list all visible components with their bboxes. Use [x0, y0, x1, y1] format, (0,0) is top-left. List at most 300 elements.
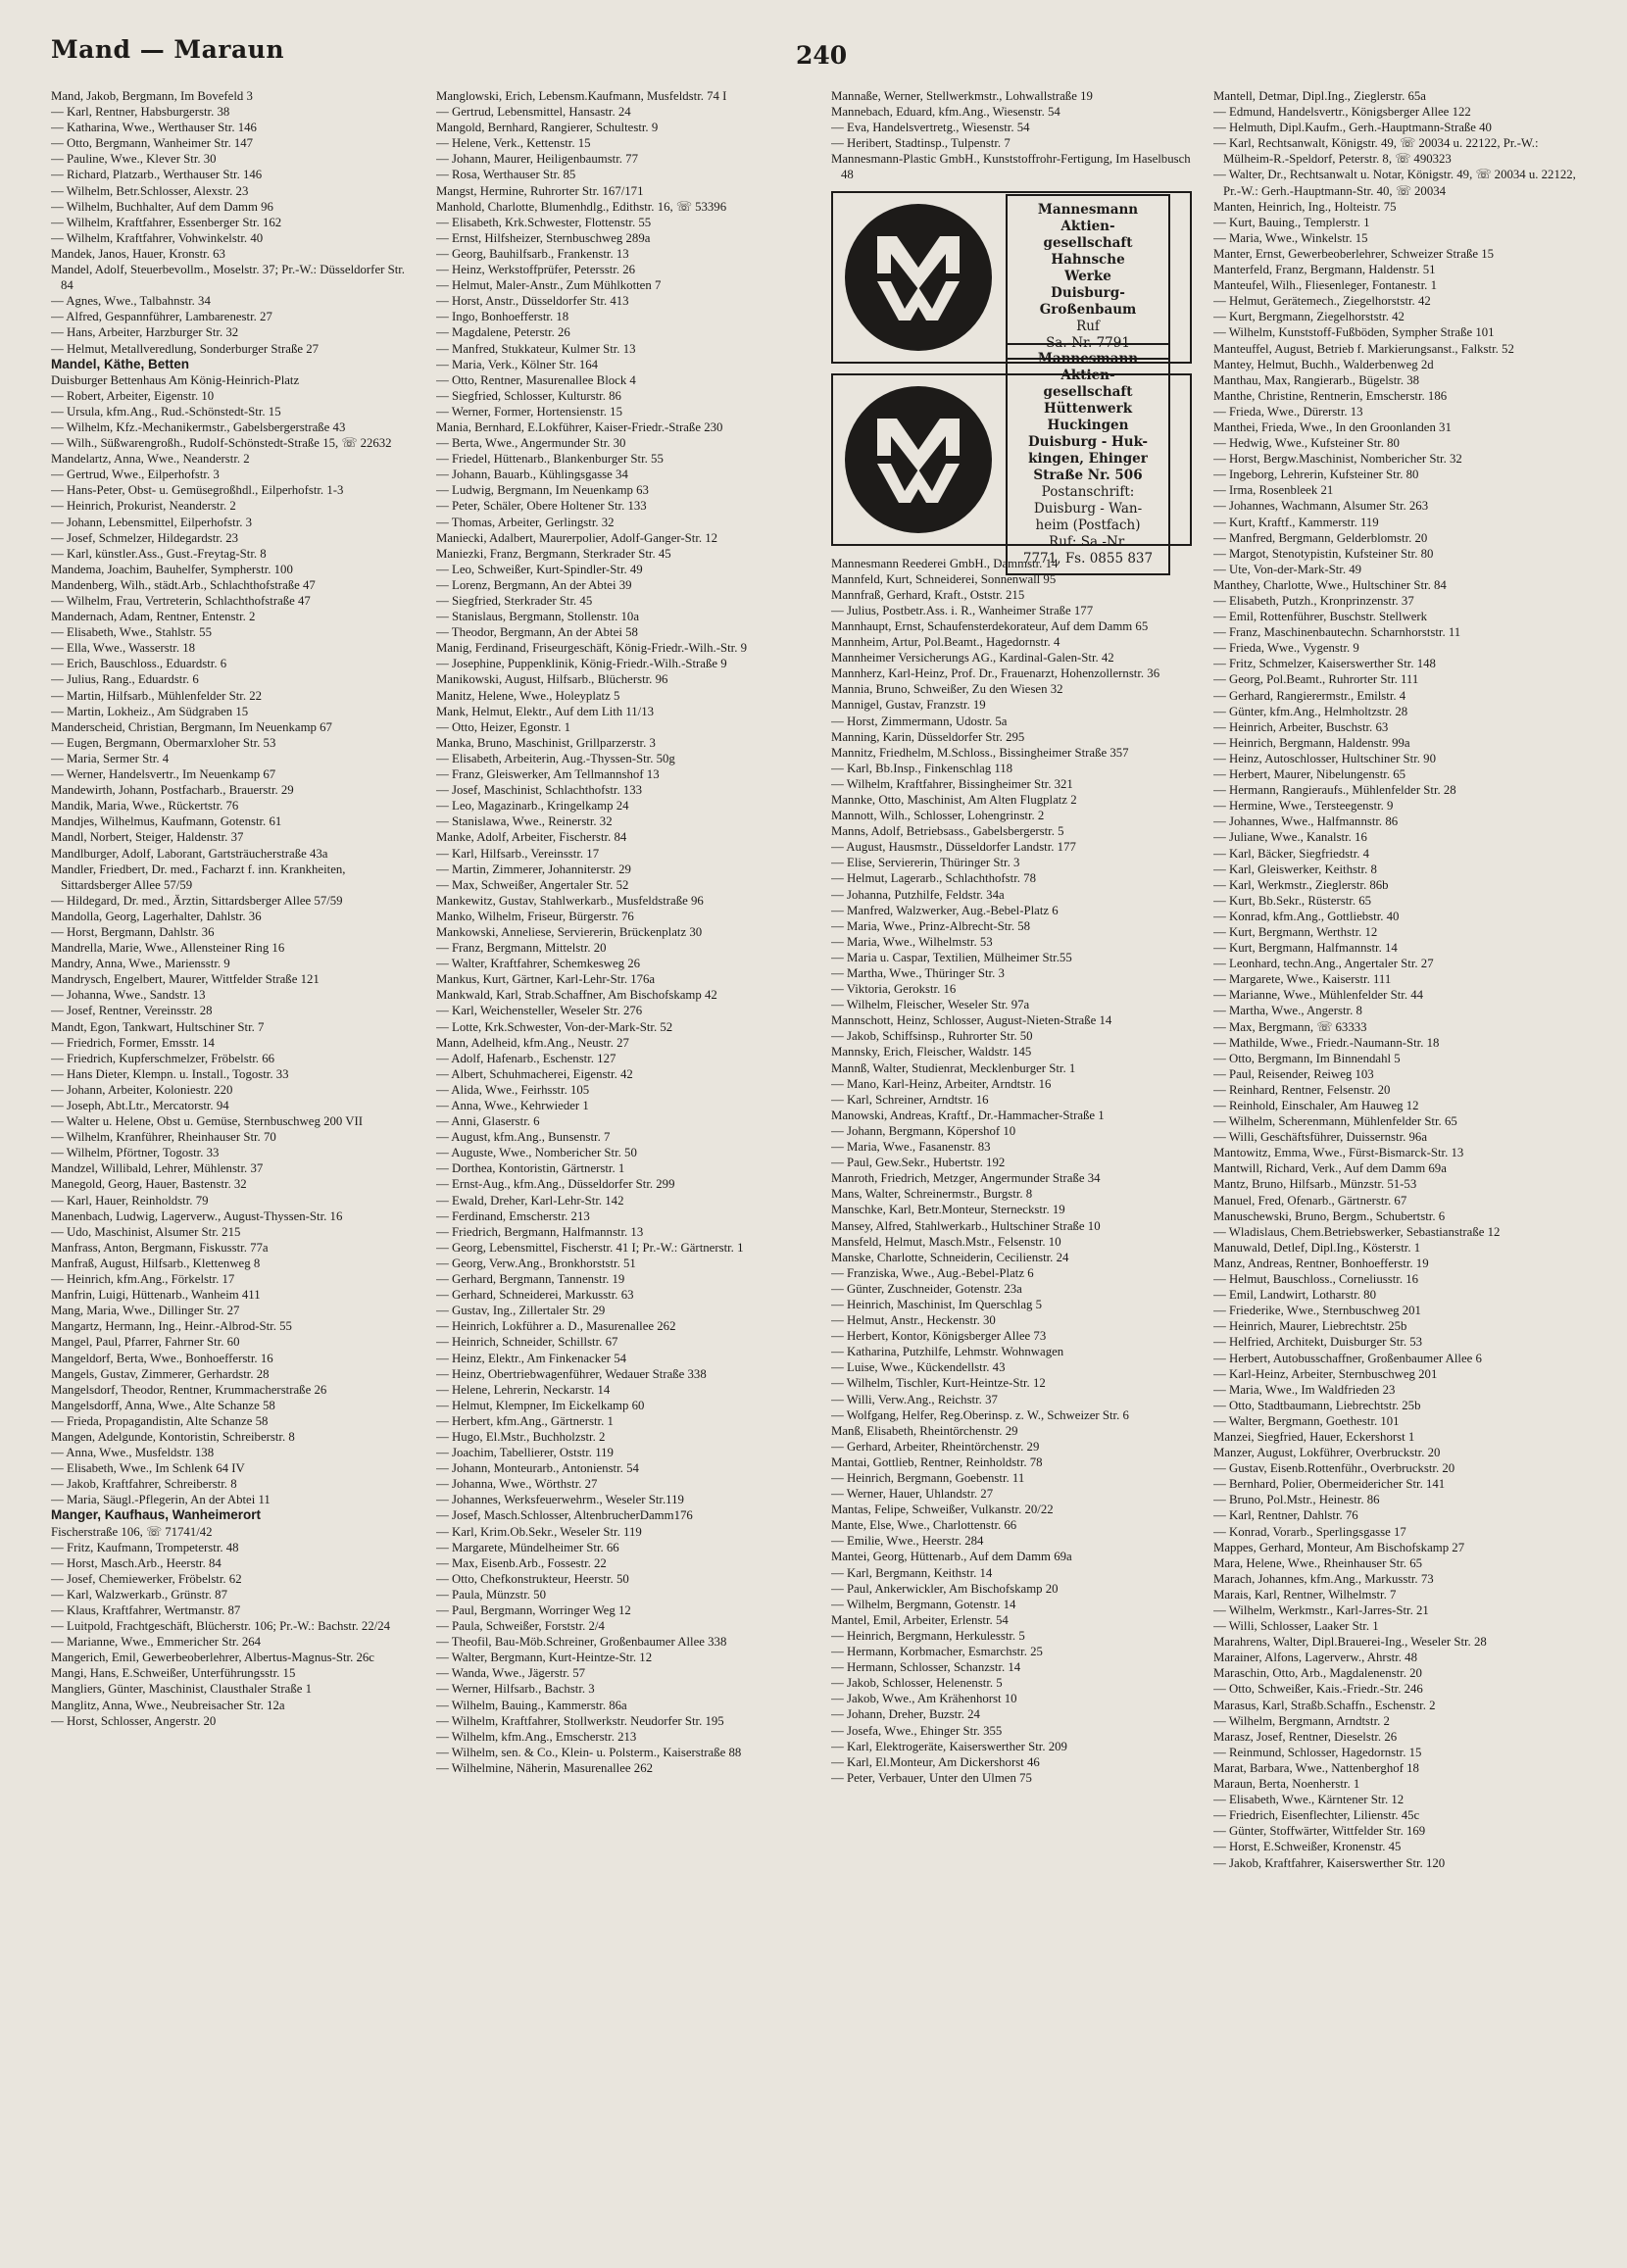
- directory-entry: — Bernhard, Polier, Obermeidericher Str. 141: [1213, 1477, 1446, 1492]
- directory-entry: — Margarete, Wwe., Kaiserstr. 111: [1213, 972, 1392, 987]
- advertisement-line: Mannesmann: [1037, 351, 1139, 368]
- directory-entry: — August, kfm.Ang., Bunsenstr. 7: [436, 1130, 611, 1145]
- directory-entry: — Karl-Heinz, Arbeiter, Sternbuschweg 201: [1213, 1366, 1438, 1381]
- directory-entry: Mandolla, Georg, Lagerhalter, Dahlstr. 36: [51, 909, 262, 923]
- directory-entry: — Katharina, Wwe., Werthauser Str. 146: [51, 121, 257, 135]
- directory-entry: Manuwald, Detlef, Dipl.Ing., Kösterstr. 1: [1213, 1240, 1421, 1255]
- directory-entry: Manglitz, Anna, Wwe., Neubreisacher Str. 12a: [51, 1698, 285, 1712]
- directory-entry: — Franz, Gleiswerker, Am Tellmannshof 13: [436, 767, 660, 782]
- directory-entry: — Karl, Gleiswerker, Keithstr. 8: [1213, 862, 1377, 876]
- directory-entry: — Georg, Lebensmittel, Fischerstr. 41 I; Pr.-W.: Gärtnerstr. 1: [436, 1240, 744, 1255]
- directory-entry: — Heinrich, Maurer, Liebrechtstr. 25b: [1213, 1319, 1407, 1334]
- directory-entry: — Kurt, Bauing., Templerstr. 1: [1213, 215, 1370, 229]
- directory-entry: — Emilie, Wwe., Heerstr. 284: [831, 1534, 984, 1549]
- directory-entry: Manzer, August, Lokführer, Overbruckstr. 20: [1213, 1446, 1441, 1460]
- directory-entry: — Friederike, Wwe., Sternbuschweg 201: [1213, 1304, 1421, 1318]
- directory-entry: — Maria, Wwe., Im Waldfrieden 23: [1213, 1382, 1396, 1397]
- directory-entry: Mandel, Adolf, Steuerbevollm., Moselstr. 37; Pr.-W.: Düsseldorfer Str. 84: [51, 263, 406, 293]
- directory-entry: Manning, Karin, Düsseldorfer Str. 295: [831, 729, 1025, 744]
- directory-entry: — Wanda, Wwe., Jägerstr. 57: [436, 1666, 586, 1681]
- directory-entry: — Peter, Verbauer, Unter den Ulmen 75: [831, 1770, 1032, 1785]
- directory-entry: — Mathilde, Wwe., Friedr.-Naumann-Str. 18: [1213, 1035, 1440, 1050]
- directory-entry: — Heinrich, Schneider, Schillstr. 67: [436, 1335, 618, 1350]
- advertisement-text: [1006, 194, 1170, 360]
- directory-entry: — Karl, Walzwerkarb., Grünstr. 87: [51, 1587, 227, 1602]
- directory-entry: Manß, Elisabeth, Rheintörchenstr. 29: [831, 1423, 1018, 1438]
- directory-entry: Mannsky, Erich, Fleischer, Waldstr. 145: [831, 1045, 1032, 1060]
- directory-entry: — Werner, Former, Hortensienstr. 15: [436, 404, 622, 419]
- directory-entry: — Martha, Wwe., Angerstr. 8: [1213, 1004, 1362, 1018]
- directory-entry: Mans, Walter, Schreinermstr., Burgstr. 8: [831, 1187, 1033, 1202]
- directory-entry: — Ella, Wwe., Wasserstr. 18: [51, 641, 196, 656]
- directory-entry: — Gertrud, Lebensmittel, Hansastr. 24: [436, 105, 631, 120]
- directory-entry: Mangelsdorff, Anna, Wwe., Alte Schanze 58: [51, 1398, 275, 1412]
- directory-entry: — Werner, Handelsvertr., Im Neuenkamp 67: [51, 767, 276, 782]
- directory-entry: Manig, Ferdinand, Friseurgeschäft, König-Friedr.-Wilh.-Str. 9: [436, 641, 747, 656]
- directory-entry: Mannhaupt, Ernst, Schaufensterdekorateur, Auf dem Damm 65: [831, 618, 1149, 633]
- directory-entry: — Maria, Verk., Kölner Str. 164: [436, 357, 599, 371]
- directory-entry: — Josephine, Puppenklinik, König-Friedr.-Wilh.-Straße 9: [436, 657, 727, 671]
- directory-entry: — Paul, Ankerwickler, Am Bischofskamp 20: [831, 1581, 1059, 1596]
- directory-entry: — Johanna, Wwe., Sandstr. 13: [51, 988, 206, 1003]
- directory-entry: — Paula, Schweißer, Forststr. 2/4: [436, 1619, 605, 1634]
- directory-entry: — Heinrich, Arbeiter, Buschstr. 63: [1213, 719, 1389, 734]
- advertisement-line: Straße Nr. 506: [1033, 468, 1143, 484]
- directory-entry: — Georg, Bauhilfsarb., Frankenstr. 13: [436, 246, 629, 261]
- directory-entry: — Julius, Rang., Eduardstr. 6: [51, 672, 199, 687]
- directory-entry: — Wilhelm, Kraftfahrer, Vohwinkelstr. 40: [51, 230, 264, 245]
- directory-entry: Manke, Adolf, Arbeiter, Fischerstr. 84: [436, 830, 627, 845]
- directory-entry: — Wilhelm, Bergmann, Gotenstr. 14: [831, 1597, 1016, 1611]
- directory-entry: — Friedrich, Former, Emsstr. 14: [51, 1035, 215, 1050]
- directory-entry: — Franz, Bergmann, Mittelstr. 20: [436, 941, 607, 956]
- directory-entry: — Jakob, Wwe., Am Krähenhorst 10: [831, 1692, 1017, 1706]
- directory-column-4: [1213, 88, 1578, 2254]
- directory-entry: Manten, Heinrich, Ing., Holteistr. 75: [1213, 199, 1397, 214]
- directory-entry: — Herbert, Autobusschaffner, Großenbaumer Allee 6: [1213, 1351, 1482, 1365]
- directory-entry: — Wilhelm, Bergmann, Arndtstr. 2: [1213, 1713, 1390, 1728]
- directory-entry: — Lotte, Krk.Schwester, Von-der-Mark-Str. 52: [436, 1019, 673, 1034]
- directory-entry: Manz, Andreas, Rentner, Bonhoefferstr. 19: [1213, 1256, 1429, 1270]
- directory-entry: — Wilhelm, Kraftfahrer, Bissingheimer Str. 321: [831, 776, 1073, 791]
- directory-entry: — Ingeborg, Lehrerin, Kufsteiner Str. 80: [1213, 468, 1419, 482]
- directory-entry: Manegold, Georg, Hauer, Bastenstr. 32: [51, 1177, 247, 1192]
- directory-entry: Mankus, Kurt, Gärtner, Karl-Lehr-Str. 176a: [436, 972, 656, 987]
- directory-entry: Manthey, Charlotte, Wwe., Hultschiner Str. 84: [1213, 577, 1447, 592]
- directory-entry: — Werner, Hauer, Uhlandstr. 27: [831, 1487, 994, 1502]
- directory-entry: Mantz, Bruno, Hilfsarb., Münzstr. 51-53: [1213, 1177, 1417, 1192]
- directory-entry: Manuschewski, Bruno, Bergm., Schubertstr. 6: [1213, 1208, 1446, 1223]
- directory-entry: Mankewitz, Gustav, Stahlwerkarb., Musfeldstraße 96: [436, 893, 704, 908]
- directory-entry: — Johanna, Putzhilfe, Feldstr. 34a: [831, 887, 1005, 902]
- directory-entry: — Helmut, Maler-Anstr., Zum Mühlkotten 7: [436, 278, 662, 293]
- directory-entry: — Gerhard, Arbeiter, Rheintörchenstr. 29: [831, 1439, 1040, 1454]
- directory-entry: — Ewald, Dreher, Karl-Lehr-Str. 142: [436, 1193, 624, 1208]
- directory-entry: — Hermann, Korbmacher, Esmarchstr. 25: [831, 1645, 1043, 1659]
- directory-entry: — Manfred, Walzwerker, Aug.-Bebel-Platz 6: [831, 903, 1059, 917]
- directory-entry: Mandek, Janos, Hauer, Kronstr. 63: [51, 246, 225, 261]
- business-entry: Mandel, Käthe, Betten: [51, 356, 190, 371]
- directory-entry: — Franz, Maschinenbautechn. Scharnhorststr. 11: [1213, 625, 1461, 640]
- directory-entry: Mangold, Bernhard, Rangierer, Schultestr. 9: [436, 121, 659, 135]
- directory-entry: — Dorthea, Kontoristin, Gärtnerstr. 1: [436, 1161, 625, 1176]
- directory-entry: — Johann, Maurer, Heiligenbaumstr. 77: [436, 152, 638, 167]
- directory-entry: — Luise, Wwe., Kückendellstr. 43: [831, 1360, 1006, 1375]
- directory-entry: — Johann, Bergmann, Köpershof 10: [831, 1123, 1016, 1138]
- directory-column-1: [51, 88, 416, 2254]
- directory-entry: — Josefa, Wwe., Ehinger Str. 355: [831, 1723, 1003, 1738]
- directory-entry: — Horst, Bergw.Maschinist, Nombericher Str. 32: [1213, 452, 1462, 467]
- directory-entry: — Wilhelm, Frau, Vertreterin, Schlachthofstraße 47: [51, 594, 311, 608]
- advertisement-line: gesellschaft: [1043, 384, 1133, 401]
- directory-entry: — Wilhelm, Kunststoff-Fußböden, Sympher Straße 101: [1213, 325, 1495, 340]
- directory-entry: — Otto, Bergmann, Im Binnendahl 5: [1213, 1051, 1401, 1065]
- directory-entry: — Max, Bergmann, ☏ 63333: [1213, 1019, 1367, 1034]
- directory-entry: Mangen, Adelgunde, Kontoristin, Schreiberstr. 8: [51, 1429, 295, 1444]
- directory-entry: — Reinmund, Schlosser, Hagedornstr. 15: [1213, 1745, 1422, 1759]
- directory-entry: — Helmut, Bauschloss., Corneliusstr. 16: [1213, 1272, 1419, 1287]
- directory-entry: — Karl, Hilfsarb., Vereinsstr. 17: [436, 846, 600, 861]
- directory-entry: Mannheim, Artur, Pol.Beamt., Hagedornstr. 4: [831, 635, 1060, 650]
- directory-entry: — Herbert, Kontor, Königsberger Allee 73: [831, 1329, 1047, 1344]
- directory-entry: Mandernach, Adam, Rentner, Entenstr. 2: [51, 610, 256, 624]
- directory-entry: — Johannes, Wachmann, Alsumer Str. 263: [1213, 499, 1429, 514]
- directory-entry: — Max, Eisenb.Arb., Fossestr. 22: [436, 1555, 607, 1570]
- directory-entry: — Konrad, kfm.Ang., Gottliebstr. 40: [1213, 909, 1400, 923]
- directory-entry: Mannebach, Eduard, kfm.Ang., Wiesenstr. 54: [831, 105, 1060, 120]
- directory-entry: — Josef, Masch.Schlosser, AltenbrucherDamm176: [436, 1508, 693, 1523]
- directory-entry: Manko, Wilhelm, Friseur, Bürgerstr. 76: [436, 909, 634, 923]
- directory-entry: — Albert, Schuhmacherei, Eigenstr. 42: [436, 1066, 633, 1081]
- advertisement-line: Hüttenwerk: [1043, 401, 1133, 418]
- directory-entry: — Hermann, Rangieraufs., Mühlenfelder Str. 28: [1213, 783, 1456, 798]
- directory-entry: Mannott, Wilh., Schlosser, Lohengrinstr. 2: [831, 809, 1045, 823]
- directory-entry: — Klaus, Kraftfahrer, Wertmanstr. 87: [51, 1603, 241, 1617]
- directory-entry: — Horst, Anstr., Düsseldorfer Str. 413: [436, 294, 629, 309]
- directory-entry: Mannigel, Gustav, Franzstr. 19: [831, 698, 986, 713]
- directory-entry: Mantei, Georg, Hüttenarb., Auf dem Damm 69a: [831, 1550, 1072, 1564]
- directory-entry: — Gerhard, Rangierermstr., Emilstr. 4: [1213, 688, 1406, 703]
- advertisement-line: Werke: [1064, 269, 1111, 285]
- advertisement-line: gesellschaft: [1043, 235, 1133, 252]
- directory-entry: — Maria, Säugl.-Pflegerin, An der Abtei 11: [51, 1493, 271, 1507]
- directory-entry: — Margarete, Mündelheimer Str. 66: [436, 1540, 619, 1554]
- directory-entry: Mannia, Bruno, Schweißer, Zu den Wiesen 32: [831, 682, 1063, 697]
- directory-entry: — Horst, Bergmann, Dahlstr. 36: [51, 924, 215, 939]
- directory-entry: — Anni, Glaserstr. 6: [436, 1114, 540, 1129]
- directory-entry: Mannß, Walter, Studienrat, Mecklenburger Str. 1: [831, 1060, 1076, 1075]
- directory-entry: — Anna, Wwe., Kehrwieder 1: [436, 1099, 589, 1112]
- directory-entry: — Franziska, Wwe., Aug.-Bebel-Platz 6: [831, 1265, 1034, 1280]
- directory-entry: — Richard, Platzarb., Werthauser Str. 146: [51, 168, 263, 182]
- directory-entry: Marais, Karl, Rentner, Wilhelmstr. 7: [1213, 1587, 1397, 1602]
- directory-entry: Maraun, Berta, Noenherstr. 1: [1213, 1777, 1360, 1792]
- directory-entry: — Hermine, Wwe., Tersteegenstr. 9: [1213, 799, 1394, 814]
- directory-entry: — Reinhard, Rentner, Felsenstr. 20: [1213, 1082, 1391, 1097]
- directory-entry: Mansey, Alfred, Stahlwerkarb., Hultschiner Straße 10: [831, 1218, 1101, 1233]
- directory-entry: — Emil, Landwirt, Lotharstr. 80: [1213, 1288, 1376, 1303]
- directory-entry: — Kurt, Bergmann, Werthstr. 12: [1213, 924, 1378, 939]
- advertisement-line: Aktien-: [1060, 368, 1115, 384]
- directory-entry: — Auguste, Wwe., Nombericher Str. 50: [436, 1146, 637, 1160]
- directory-entry: — Elisabeth, Putzh., Kronprinzenstr. 37: [1213, 594, 1414, 608]
- directory-entry: Manthei, Frieda, Wwe., In den Groonlanden 31: [1213, 419, 1452, 434]
- directory-entry: — Theodor, Bergmann, An der Abtei 58: [436, 625, 638, 640]
- advertisement-box: [831, 191, 1192, 364]
- directory-entry: Mantey, Helmut, Buchh., Walderbenweg 2d: [1213, 357, 1434, 371]
- directory-entry: — Johann, Monteurarb., Antonienstr. 54: [436, 1461, 639, 1476]
- directory-entry: — Otto, Heizer, Egonstr. 1: [436, 719, 571, 734]
- directory-entry: — Udo, Maschinist, Alsumer Str. 215: [51, 1224, 241, 1239]
- directory-entry: Manenbach, Ludwig, Lagerverw., August-Thyssen-Str. 16: [51, 1208, 343, 1223]
- directory-entry: — Leo, Schweißer, Kurt-Spindler-Str. 49: [436, 562, 643, 576]
- directory-entry: Mantowitz, Emma, Wwe., Fürst-Bismarck-Str. 13: [1213, 1146, 1464, 1160]
- advertisement-line: Ruf: [1076, 319, 1100, 335]
- directory-entry: — Heinrich, Bergmann, Herkulesstr. 5: [831, 1628, 1025, 1643]
- directory-entry: Marahrens, Walter, Dipl.Brauerei-Ing., Weseler Str. 28: [1213, 1635, 1487, 1650]
- directory-entry: Mandlburger, Adolf, Laborant, Gartsträucherstraße 43a: [51, 846, 328, 861]
- directory-entry: Mannschott, Heinz, Schlosser, August-Nieten-Straße 14: [831, 1013, 1112, 1028]
- directory-entry: — Hedwig, Wwe., Kufsteiner Str. 80: [1213, 436, 1400, 451]
- directory-entry: — Walter, Bergmann, Kurt-Heintze-Str. 12: [436, 1651, 653, 1665]
- directory-entry: — Fritz, Kaufmann, Trompeterstr. 48: [51, 1540, 239, 1554]
- directory-entry: — Agnes, Wwe., Talbahnstr. 34: [51, 294, 211, 309]
- directory-entry: — Günter, Zuschneider, Gotenstr. 23a: [831, 1281, 1022, 1296]
- directory-entry: Mankowski, Anneliese, Serviererin, Brückenplatz 30: [436, 924, 703, 939]
- directory-entry: — Frieda, Wwe., Dürerstr. 13: [1213, 404, 1363, 419]
- directory-entry: — Wilhelm, Kfz.-Mechanikermstr., Gabelsbergerstraße 43: [51, 419, 346, 434]
- directory-entry: — Leonhard, techn.Ang., Angertaler Str. 27: [1213, 957, 1434, 971]
- directory-entry: — Siegfried, Sterkrader Str. 45: [436, 594, 593, 608]
- directory-entry: — Jakob, Schlosser, Helenenstr. 5: [831, 1676, 1003, 1691]
- directory-entry: — Thomas, Arbeiter, Gerlingstr. 32: [436, 515, 615, 529]
- advertisement-line: Mannesmann: [1037, 202, 1139, 219]
- directory-entry: — Heinrich, Maschinist, Im Querschlag 5: [831, 1297, 1043, 1311]
- directory-entry: — Willi, Verw.Ang., Reichstr. 37: [831, 1392, 998, 1406]
- directory-entry: — Heinz, Elektr., Am Finkenacker 54: [436, 1351, 627, 1365]
- directory-entry: — Kurt, Bb.Sekr., Rüsterstr. 65: [1213, 893, 1372, 908]
- directory-entry: — Marianne, Wwe., Mühlenfelder Str. 44: [1213, 988, 1424, 1003]
- directory-entry: Mandik, Maria, Wwe., Rückertstr. 76: [51, 799, 239, 814]
- directory-entry: — Friedrich, Eisenflechter, Lilienstr. 45c: [1213, 1808, 1420, 1823]
- directory-entry: Manowski, Andreas, Kraftf., Dr.-Hammacher-Straße 1: [831, 1108, 1105, 1122]
- directory-entry: Manteuffel, August, Betrieb f. Markierungsanst., Falkstr. 52: [1213, 341, 1514, 356]
- directory-entry: Mangliers, Günter, Maschinist, Clausthaler Straße 1: [51, 1682, 313, 1697]
- directory-entry: — Ferdinand, Emscherstr. 213: [436, 1208, 590, 1223]
- directory-entry: Manglowski, Erich, Lebensm.Kaufmann, Musfeldstr. 74 I: [436, 89, 727, 103]
- directory-entry: — Wolfgang, Helfer, Reg.Oberinsp. z. W., Schweizer Str. 6: [831, 1407, 1129, 1422]
- directory-entry: — Maria u. Caspar, Textilien, Mülheimer Str.55: [831, 950, 1072, 964]
- directory-entry: Mannitz, Friedhelm, M.Schloss., Bissingheimer Straße 357: [831, 745, 1129, 760]
- directory-entry: — Theofil, Bau-Möb.Schreiner, Großenbaumer Allee 338: [436, 1635, 727, 1650]
- directory-entry: — Heinz, Autoschlosser, Hultschiner Str. 90: [1213, 751, 1436, 765]
- directory-entry: — Alida, Wwe., Feirhsstr. 105: [436, 1082, 590, 1097]
- directory-entry: — Johannes, Wwe., Halfmannstr. 86: [1213, 814, 1399, 829]
- directory-entry: — Paul, Reisender, Reiweg 103: [1213, 1066, 1374, 1081]
- advertisement-line: Postanschrift:: [1041, 484, 1135, 501]
- directory-entry: — Elisabeth, Krk.Schwester, Flottenstr. 55: [436, 215, 652, 229]
- advertisement-line: kingen, Ehinger: [1028, 451, 1148, 468]
- directory-entry: — Elise, Serviererin, Thüringer Str. 3: [831, 856, 1020, 870]
- directory-entry: — Johannes, Werksfeuerwehrm., Weseler Str.119: [436, 1493, 684, 1507]
- directory-entry: Manhold, Charlotte, Blumenhdlg., Edithstr. 16, ☏ 53396: [436, 199, 727, 214]
- directory-entry: — Karl, Schreiner, Arndtstr. 16: [831, 1092, 989, 1107]
- directory-entry: — Karl, Werkmstr., Zieglerstr. 86b: [1213, 877, 1389, 892]
- directory-entry: Maraschin, Otto, Arb., Magdalenenstr. 20: [1213, 1666, 1422, 1681]
- directory-entry: — Juliane, Wwe., Kanalstr. 16: [1213, 830, 1367, 845]
- directory-entry: Manroth, Friedrich, Metzger, Angermunder Straße 34: [831, 1171, 1101, 1186]
- directory-entry: — Helmut, Lagerarb., Schlachthofstr. 78: [831, 871, 1036, 886]
- directory-entry: — Alfred, Gespannführer, Lambarenestr. 27: [51, 310, 272, 324]
- page-header: [51, 35, 1580, 74]
- directory-entry: — Manfred, Stukkateur, Kulmer Str. 13: [436, 341, 636, 356]
- directory-entry: — Emil, Rottenführer, Buschstr. Stellwerk: [1213, 610, 1428, 624]
- directory-entry: — Irma, Rosenbleek 21: [1213, 483, 1334, 498]
- directory-entry: — Jakob, Schiffsinsp., Ruhrorter Str. 50: [831, 1029, 1033, 1044]
- directory-entry: Mandl, Norbert, Steiger, Haldenstr. 37: [51, 830, 244, 845]
- directory-entry: — Ernst, Hilfsheizer, Sternbuschweg 289a: [436, 230, 651, 245]
- directory-entry: — Edmund, Handelsvertr., Königsberger Allee 122: [1213, 105, 1471, 120]
- directory-entry: — Peter, Schäler, Obere Holtener Str. 133: [436, 499, 647, 514]
- directory-entry: — Heinrich, Lokführer a. D., Masurenallee 262: [436, 1319, 676, 1334]
- directory-entry: — Manfred, Bergmann, Gelderblomstr. 20: [1213, 530, 1428, 545]
- directory-entry: Mandler, Friedbert, Dr. med., Facharzt f. inn. Krankheiten, Sittardsberger Allee 57/59: [51, 862, 346, 892]
- directory-entry: — Karl, Bäcker, Siegfriedstr. 4: [1213, 846, 1370, 861]
- advertisement-text: [1006, 343, 1170, 575]
- directory-entry: — Hans Dieter, Klempn. u. Install., Togostr. 33: [51, 1066, 289, 1081]
- directory-entry: — Horst, Masch.Arb., Heerstr. 84: [51, 1555, 222, 1570]
- directory-entry: Mann, Adelheid, kfm.Ang., Neustr. 27: [436, 1035, 629, 1050]
- mannesmann-logo-icon: [845, 386, 992, 533]
- directory-entry: — Viktoria, Gerokstr. 16: [831, 982, 957, 997]
- directory-entry: — Marianne, Wwe., Emmericher Str. 264: [51, 1635, 262, 1650]
- directory-entry: Manfraß, August, Hilfsarb., Klettenweg 8: [51, 1256, 261, 1270]
- directory-entry: — Berta, Wwe., Angermunder Str. 30: [436, 436, 626, 451]
- directory-column-3: [831, 88, 1196, 2254]
- directory-entry: — Helmut, Metallveredlung, Sonderburger Straße 27: [51, 341, 320, 356]
- directory-entry: — Heinrich, Bergmann, Goebenstr. 11: [831, 1471, 1025, 1485]
- directory-entry: Mantel, Emil, Arbeiter, Erlenstr. 54: [831, 1612, 1009, 1627]
- directory-entry: Mandrysch, Engelbert, Maurer, Wittfelder Straße 121: [51, 972, 320, 987]
- advertisement-line: Sa.-Nr. 7791: [1046, 335, 1130, 352]
- directory-entry: — Gustav, Ing., Zillertaler Str. 29: [436, 1304, 606, 1318]
- directory-entry: Marainer, Alfons, Lagerverw., Ahrstr. 48: [1213, 1651, 1417, 1665]
- directory-entry: Mangi, Hans, E.Schweißer, Unterführungsstr. 15: [51, 1666, 296, 1681]
- directory-entry: Manthe, Christine, Rentnerin, Emscherstr. 186: [1213, 388, 1448, 403]
- directory-entry: Mannaße, Werner, Stellwerkmstr., Lohwallstraße 19: [831, 89, 1093, 103]
- directory-entry: — Otto, Rentner, Masurenallee Block 4: [436, 372, 636, 387]
- directory-entry: — Walter, Kraftfahrer, Schemkesweg 26: [436, 957, 641, 971]
- directory-entry: — Friedrich, Bergmann, Halfmannstr. 13: [436, 1224, 644, 1239]
- directory-entry: — Elisabeth, Arbeiterin, Aug.-Thyssen-Str. 50g: [436, 751, 675, 765]
- directory-entry: — Wilh., Süßwarengroßh., Rudolf-Schönstedt-Straße 15, ☏ 22632: [51, 436, 392, 451]
- directory-entry: — Helmuth, Dipl.Kaufm., Gerh.-Hauptmann-Straße 40: [1213, 121, 1492, 135]
- directory-entry: — Julius, Postbetr.Ass. i. R., Wanheimer Straße 177: [831, 603, 1094, 617]
- directory-entry: — Joachim, Tabellierer, Oststr. 119: [436, 1446, 614, 1460]
- directory-entry: — Helene, Verk., Kettenstr. 15: [436, 136, 591, 151]
- directory-entry: — Wilhelm, Werkmstr., Karl-Jarres-Str. 21: [1213, 1603, 1429, 1617]
- directory-entry: Mandewirth, Johann, Postfacharb., Brauerstr. 29: [51, 783, 294, 798]
- directory-entry: — Stanislaus, Bergmann, Stollenstr. 10a: [436, 610, 639, 624]
- directory-entry: Manteufel, Wilh., Fliesenleger, Fontanestr. 1: [1213, 278, 1437, 293]
- directory-entry: Mannke, Otto, Maschinist, Am Alten Flugplatz 2: [831, 792, 1077, 807]
- directory-entry: Mannesmann-Plastic GmbH., Kunststoffrohr-Fertigung, Im Haselbusch 48: [831, 152, 1191, 182]
- directory-entry: — Lorenz, Bergmann, An der Abtei 39: [436, 577, 632, 592]
- directory-entry: — Otto, Stadtbaumann, Liebrechtstr. 25b: [1213, 1398, 1421, 1412]
- directory-entry: — Wilhelm, Fleischer, Weseler Str. 97a: [831, 998, 1030, 1012]
- directory-entry: Manske, Charlotte, Schneiderin, Cecilienstr. 24: [831, 1250, 1069, 1264]
- directory-entry: Mandrella, Marie, Wwe., Allensteiner Ring 16: [51, 941, 285, 956]
- advertisement-line: heim (Postfach): [1035, 518, 1141, 534]
- directory-entry: — Max, Schweißer, Angertaler Str. 52: [436, 877, 629, 892]
- directory-entry: — Jakob, Kraftfahrer, Kaiserswerther Str. 120: [1213, 1855, 1446, 1870]
- directory-entry: — Paul, Gew.Sekr., Hubertstr. 192: [831, 1156, 1006, 1170]
- directory-entry: — Kurt, Bergmann, Ziegelhorststr. 42: [1213, 310, 1405, 324]
- directory-entry: — Eva, Handelsvertretg., Wiesenstr. 54: [831, 121, 1030, 135]
- directory-entry: — Walter, Bergmann, Goethestr. 101: [1213, 1413, 1400, 1428]
- directory-entry: — Anna, Wwe., Musfeldstr. 138: [51, 1446, 215, 1460]
- advertisement-line: Großenbaum: [1039, 302, 1137, 319]
- directory-entry: Maniezki, Franz, Bergmann, Sterkrader Str. 45: [436, 546, 671, 561]
- directory-entry: Mankwald, Karl, Strab.Schaffner, Am Bischofskamp 42: [436, 988, 717, 1003]
- directory-entry: — Gustav, Eisenb.Rottenführ., Overbruckstr. 20: [1213, 1461, 1455, 1476]
- directory-entry: Mandema, Joachim, Bauhelfer, Sympherstr. 100: [51, 562, 293, 576]
- directory-entry: Mannfeld, Kurt, Schneiderei, Sonnenwall 95: [831, 571, 1057, 586]
- directory-entry: — Josef, Schmelzer, Hildegardstr. 23: [51, 530, 239, 545]
- directory-entry: — Paul, Bergmann, Worringer Weg 12: [436, 1603, 631, 1617]
- directory-entry: Manterfeld, Franz, Bergmann, Haldenstr. 51: [1213, 263, 1436, 277]
- directory-entry: Manderscheid, Christian, Bergmann, Im Neuenkamp 67: [51, 719, 332, 734]
- directory-entry: — Karl, Hauer, Reinholdstr. 79: [51, 1193, 209, 1208]
- directory-entry: — Horst, Schlosser, Angerstr. 20: [51, 1713, 217, 1728]
- directory-entry: Mara, Helene, Wwe., Rheinhauser Str. 65: [1213, 1555, 1422, 1570]
- directory-entry: Maniecki, Adalbert, Maurerpolier, Adolf-Ganger-Str. 12: [436, 530, 718, 545]
- directory-entry: — Karl, Elektrogeräte, Kaiserswerther Str. 209: [831, 1739, 1067, 1753]
- directory-entry: — Wilhelm, Betr.Schlosser, Alexstr. 23: [51, 183, 249, 198]
- advertisement-line: Duisburg-: [1051, 285, 1125, 302]
- directory-entry: Duisburger Bettenhaus Am König-Heinrich-Platz: [51, 372, 300, 387]
- directory-entry: — Herbert, Maurer, Nibelungenstr. 65: [1213, 767, 1406, 782]
- advertisement-line: Ruf: Sa.-Nr.: [1049, 534, 1127, 551]
- directory-entry: Manns, Adolf, Betriebsass., Gabelsbergerstr. 5: [831, 824, 1064, 839]
- directory-entry: — Wilhelmine, Näherin, Masurenallee 262: [436, 1760, 653, 1775]
- directory-entry: — Wilhelm, kfm.Ang., Emscherstr. 213: [436, 1729, 637, 1744]
- directory-entry: Marasz, Josef, Rentner, Dieselstr. 26: [1213, 1729, 1398, 1744]
- directory-entry: Mannherz, Karl-Heinz, Prof. Dr., Frauenarzt, Hohenzollernstr. 36: [831, 666, 1160, 681]
- directory-entry: Mantas, Felipe, Schweißer, Vulkanstr. 20/22: [831, 1503, 1054, 1517]
- directory-entry: — Karl, Weichensteller, Weseler Str. 276: [436, 1004, 643, 1018]
- directory-entry: Mangels, Gustav, Zimmerer, Gerhardstr. 28: [51, 1366, 270, 1381]
- directory-entry: — Friedel, Hüttenarb., Blankenburger Str. 55: [436, 452, 664, 467]
- directory-entry: — Otto, Schweißer, Kais.-Friedr.-Str. 246: [1213, 1682, 1423, 1697]
- directory-entry: — Bruno, Pol.Mstr., Heinestr. 86: [1213, 1493, 1380, 1507]
- directory-entry: — Margot, Stenotypistin, Kufsteiner Str. 80: [1213, 546, 1434, 561]
- directory-entry: Mangartz, Hermann, Ing., Heinr.-Albrod-Str. 55: [51, 1319, 292, 1334]
- directory-entry: — Frieda, Wwe., Vygenstr. 9: [1213, 641, 1359, 656]
- directory-entry: Mandt, Egon, Tankwart, Hultschiner Str. 7: [51, 1019, 265, 1034]
- directory-entry: Marasus, Karl, Straßb.Schaffn., Eschenstr. 2: [1213, 1698, 1436, 1712]
- directory-entry: Manfrin, Luigi, Hüttenarb., Wanheim 411: [51, 1288, 261, 1303]
- directory-entry: Mantell, Detmar, Dipl.Ing., Zieglerstr. 65a: [1213, 89, 1426, 103]
- directory-entry: Mannesmann Reederei GmbH., Dammstr. 14: [831, 556, 1059, 570]
- directory-entry: Manikowski, August, Hilfsarb., Blücherstr. 96: [436, 672, 668, 687]
- directory-entry: — Johann, Lebensmittel, Eilperhofstr. 3: [51, 515, 253, 529]
- directory-entry: — Wilhelm, Buchhalter, Auf dem Damm 96: [51, 199, 273, 214]
- directory-entry: — Fritz, Schmelzer, Kaiserswerther Str. 148: [1213, 657, 1436, 671]
- directory-entry: — Maria, Sermer Str. 4: [51, 751, 170, 765]
- directory-entry: — Karl, Bb.Insp., Finkenschlag 118: [831, 761, 1013, 775]
- directory-entry: Mand, Jakob, Bergmann, Im Bovefeld 3: [51, 89, 253, 103]
